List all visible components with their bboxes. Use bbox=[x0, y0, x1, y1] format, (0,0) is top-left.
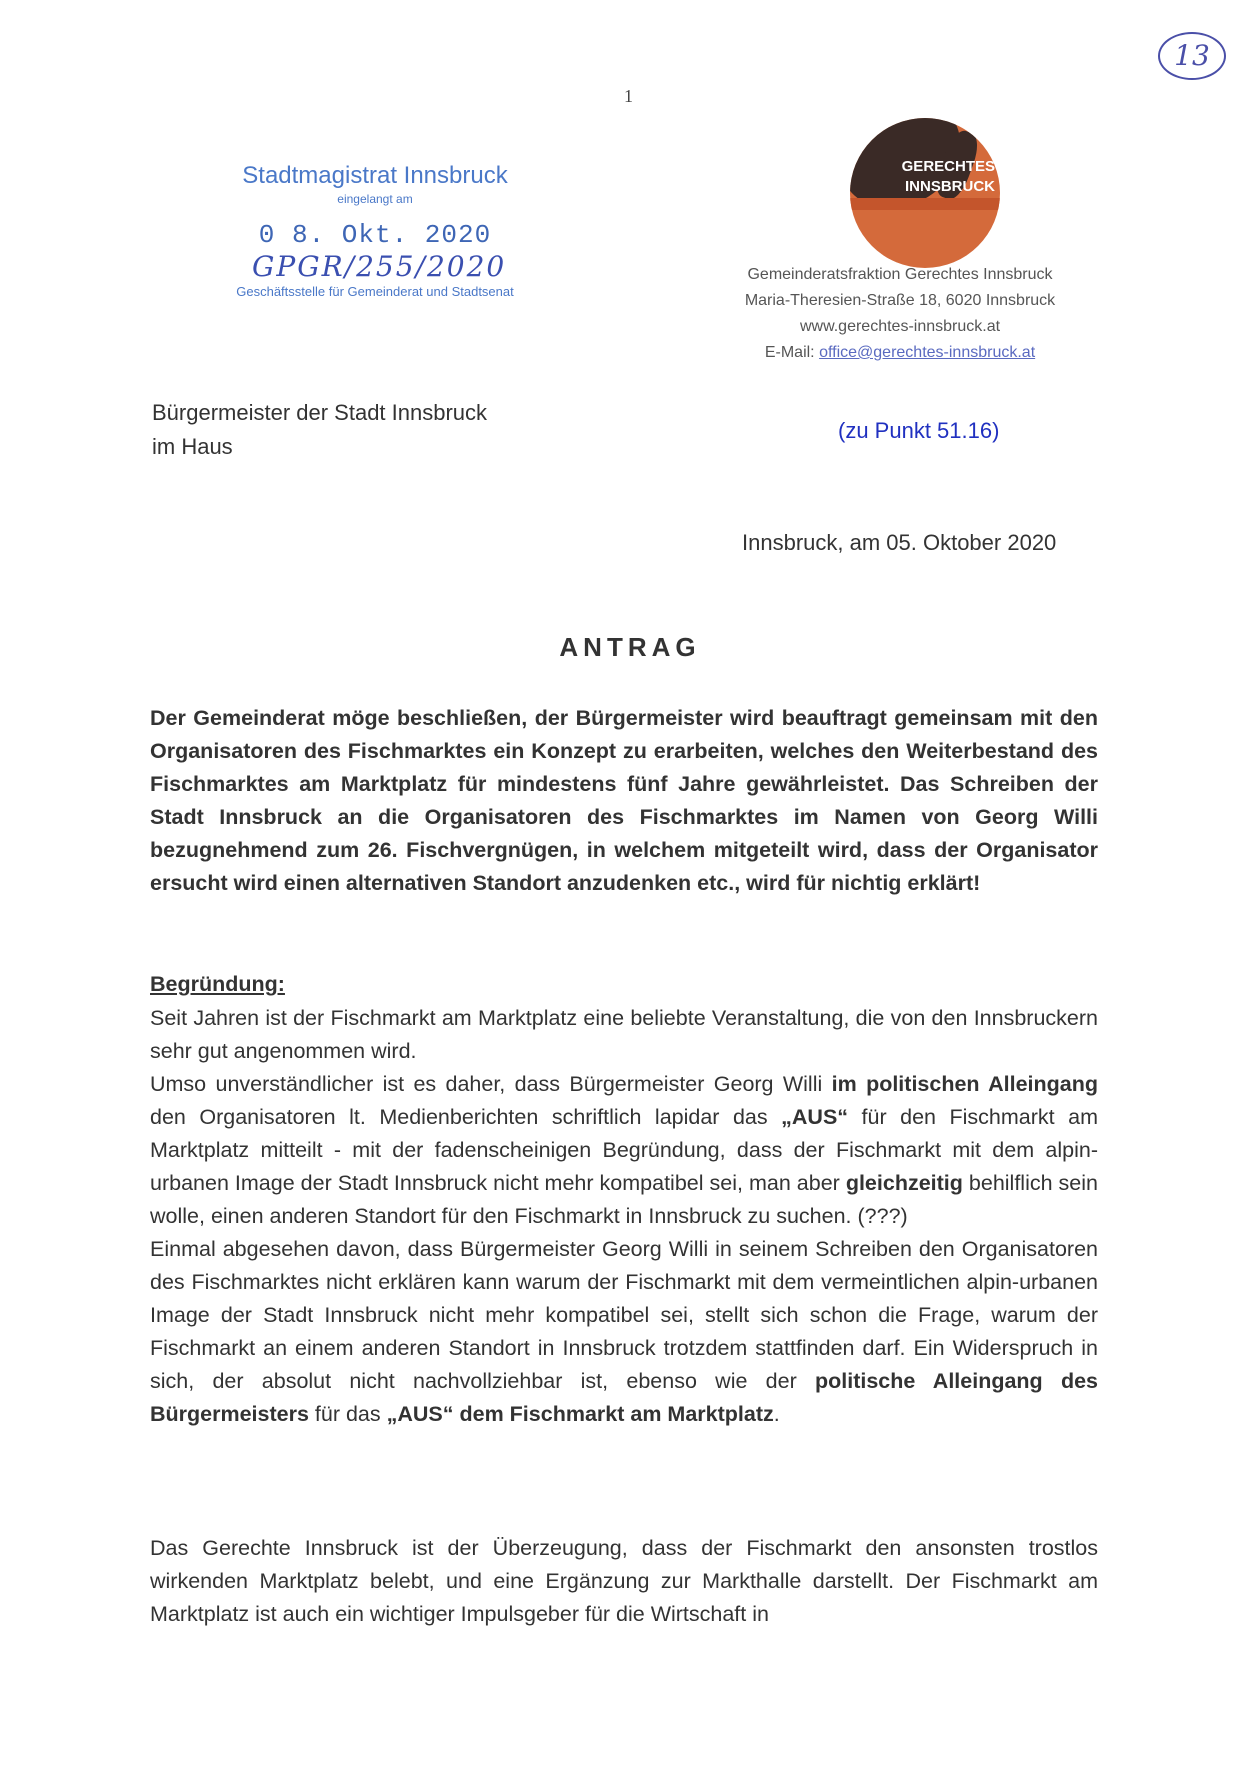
text-run: behilflich sein wolle, einen anderen Standort für den Fischmarkt in Innsbruck zu suchen. (???) bbox=[150, 1171, 1099, 1228]
sender-address: Maria-Theresien-Straße 18, 6020 Innsbruck bbox=[744, 292, 1056, 309]
text-run: Einmal abgesehen davon, dass Bürgermeister Georg Willi in seinem Schreiben den Organisatoren des Fischmarktes nicht erklären kann warum der Fischmarkt mit dem vermeintlichen alpin-urbanen Image der Stadt Innsbruck nicht mehr kompatibel sei, stellt sich schon die Frage, warum der Fischmarkt an einem anderen Standort in Innsbruck trotzdem stattfinden darf. Ein Widerspruch in sich, der absolut nicht nachvollziehbar ist, ebenso wie der bbox=[150, 1237, 1098, 1393]
logo-text-top: GERECHTES bbox=[901, 158, 995, 175]
sender-email-link[interactable]: office@gerechtes-innsbruck.at bbox=[819, 344, 1036, 361]
logo-text-bottom: INNSBRUCK bbox=[905, 178, 995, 195]
circled-page-mark: 13 bbox=[1158, 32, 1226, 80]
agenda-reference: (zu Punkt 51.16) bbox=[838, 418, 1000, 443]
text-run-bold: gleichzeitig bbox=[845, 1171, 963, 1195]
stamp-department: Geschäftsstelle für Gemeinderat und Stadtsenat bbox=[236, 284, 514, 299]
text-run: für das bbox=[308, 1402, 387, 1426]
text-run: . bbox=[773, 1402, 780, 1426]
motion-paragraph: Der Gemeinderat möge beschließen, der Bürgermeister wird beauftragt gemeinsam mit den Organisatoren des Fischmarktes ein Konzept zu erarbeiten, welches den Weiterbestand des Fischmarktes am Marktplatz für mindestens fünf Jahre gewährleistet. Das Schreiben der Stadt Innsbruck an die Organisatoren des Fischmarktes im Namen von Georg Willi bezugnehmend zum 26. Fischvergnügen, in welchem mitgeteilt wird, dass der Organisator ersucht wird einen alternativen Standort anzudenken etc., wird für nichtig erklärt! bbox=[150, 706, 1098, 895]
sender-web: www.gerechtes-innsbruck.at bbox=[799, 318, 1001, 335]
text-run-bold: im politischen Alleingang bbox=[831, 1072, 1098, 1096]
text-run: für den Fischmarkt am Marktplatz mitteilt - mit der fadenscheinigen Begründung, dass der Fischmarkt mit dem alpin-urbanen Image der Stadt Innsbruck nicht mehr kompatibel sei, man aber bbox=[150, 1105, 1099, 1195]
text-run-bold: „AUS“ dem Fischmarkt am Marktplatz bbox=[386, 1402, 774, 1426]
recipient-block bbox=[152, 396, 487, 464]
reasoning-heading bbox=[150, 968, 1098, 1001]
stamp-office: Stadtmagistrat Innsbruck bbox=[242, 162, 508, 189]
sender-block bbox=[700, 262, 1100, 366]
text-run-bold: „AUS“ bbox=[781, 1105, 849, 1129]
reasoning-sentence-2 bbox=[150, 1068, 1098, 1233]
recipient-line2: im Haus bbox=[152, 434, 233, 459]
sender-email-label: E-Mail: bbox=[764, 344, 820, 361]
sender-name: Gemeinderatsfraktion Gerechtes Innsbruck bbox=[747, 266, 1053, 283]
recipient-line1: Bürgermeister der Stadt Innsbruck bbox=[152, 400, 488, 425]
reasoning-heading-text: Begründung: bbox=[150, 972, 285, 996]
text-run: Umso unverständlicher ist es daher, dass Bürgermeister Georg Willi bbox=[150, 1072, 832, 1096]
reasoning-sentence-3 bbox=[150, 1233, 1098, 1431]
handwritten-reference: GPGR/255/2020 bbox=[252, 250, 507, 283]
date-line: Innsbruck, am 05. Oktober 2020 bbox=[742, 530, 1057, 555]
party-logo bbox=[850, 118, 1000, 268]
reasoning-body bbox=[150, 1002, 1098, 1431]
stamp-received-label: eingelangt am bbox=[337, 192, 413, 206]
reasoning-sentence-1: Seit Jahren ist der Fischmarkt am Marktplatz eine beliebte Veranstaltung, die von den Innsbruckern sehr gut angenommen wird. bbox=[150, 1006, 1098, 1063]
stamp-date: 0 8. Okt. 2020 bbox=[258, 220, 492, 250]
text-run: den Organisatoren lt. Medienberichten schriftlich lapidar das bbox=[150, 1105, 782, 1129]
page-number: 1 bbox=[624, 86, 633, 106]
sender-email-line bbox=[700, 340, 1100, 366]
text-run-bold: politische Alleingang des Bürgermeisters bbox=[150, 1369, 1098, 1426]
document-title: ANTRAG bbox=[559, 632, 701, 662]
closing-paragraph: Das Gerechte Innsbruck ist der Überzeugung, dass der Fischmarkt den ansonsten trostlos wirkenden Marktplatz belebt, und eine Ergänzung zur Markthalle darstellt. Der Fischmarkt am Marktplatz ist auch ein wichtiger Impulsgeber für die Wirtschaft in bbox=[150, 1536, 1098, 1626]
